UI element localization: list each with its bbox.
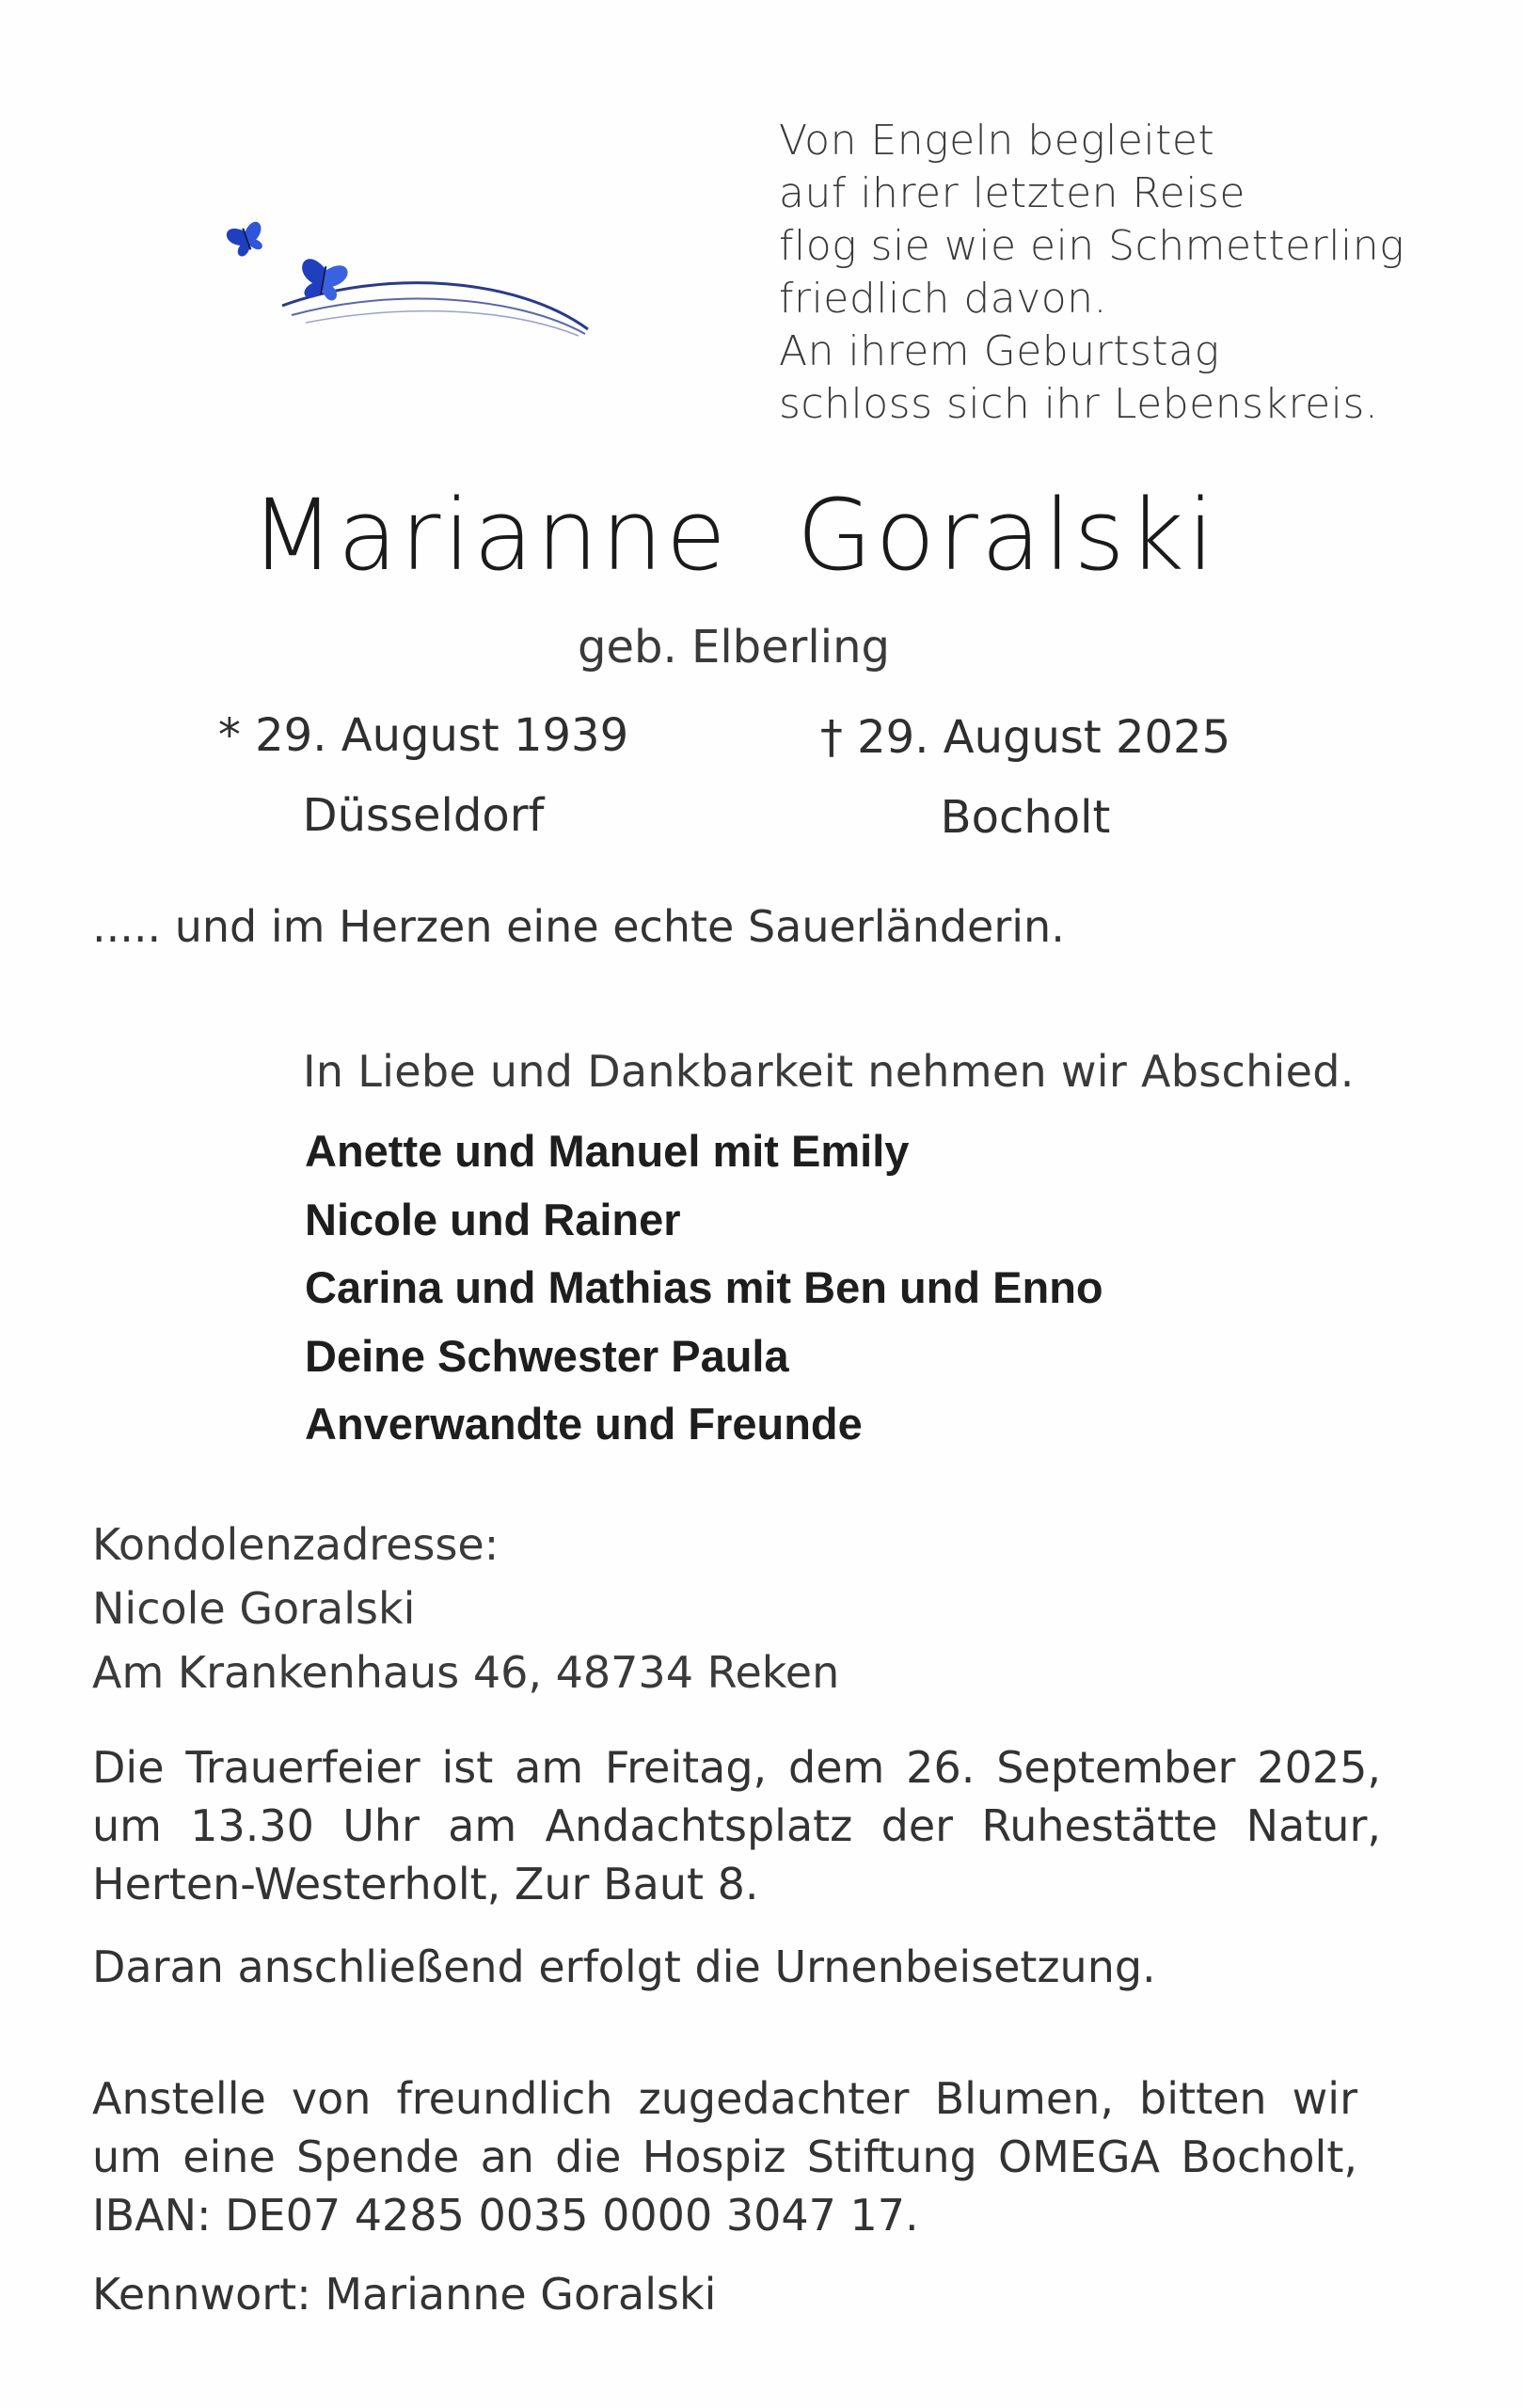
death-date: † 29. August 2025 [819,711,1231,764]
ceremony-info: Die Trauerfeier ist am Freitag, dem 26. September 2025, um 13.30 Uhr am Andachtsplatz der Ruhestätte Natur, Herten-Westerholt, Zur Baut 8. [92,1742,1381,1909]
tagline: ..... und im Herzen eine echte Sauerländerin. [92,901,1065,952]
poem-line: flog sie wie ein Schmetterling [779,222,1405,270]
condolence-address [92,1513,839,1704]
condolence-name: Nicole Goralski [92,1583,416,1634]
birth-date: * 29. August 1939 [217,709,629,762]
condolence-street: Am Krankenhaus 46, 48734 Reken [92,1647,840,1698]
death-info [818,698,1232,858]
mourner-line: Nicole und Rainer [305,1194,681,1244]
maiden-name: geb. Elberling [578,621,890,673]
poem-line: An ihrem Geburtstag [779,327,1220,375]
poem-line: Von Engeln begleitet [779,117,1215,165]
urn-burial-info: Daran anschließend erfolgt die Urnenbeisetzung. [92,1941,1156,1992]
condolence-label: Kondolenzadresse: [92,1519,500,1570]
farewell-text: In Liebe und Dankbarkeit nehmen wir Abschied. [303,1046,1355,1097]
mourner-line: Deine Schwester Paula [305,1330,789,1381]
mourner-line: Anverwandte und Freunde [305,1399,863,1449]
deceased-name: Marianne Goralski [250,478,1217,593]
poem-line: friedlich davon. [779,275,1108,323]
poem-line: auf ihrer letzten Reise [779,169,1245,217]
butterflies-swoosh-icon [216,202,602,353]
mourners-list [305,1117,1103,1459]
mourner-line: Carina und Mathias mit Ben und Enno [305,1262,1103,1312]
birth-place: Düsseldorf [302,789,545,842]
mourner-line: Anette und Manuel mit Emily [305,1126,910,1176]
poem-line: schloss sich ihr Lebenskreis. [779,380,1379,428]
poem [779,115,1404,431]
donation-keyword: Kennwort: Marianne Goralski [92,2269,717,2320]
death-place: Bocholt [940,791,1111,844]
donation-info: Anstelle von freundlich zugedachter Blumen, bitten wir um eine Spende an die Hospiz Stiftung OMEGA Bocholt, IBAN: DE07 4285 0035 0000 3047 17. [92,2073,1357,2241]
birth-info [216,696,630,856]
